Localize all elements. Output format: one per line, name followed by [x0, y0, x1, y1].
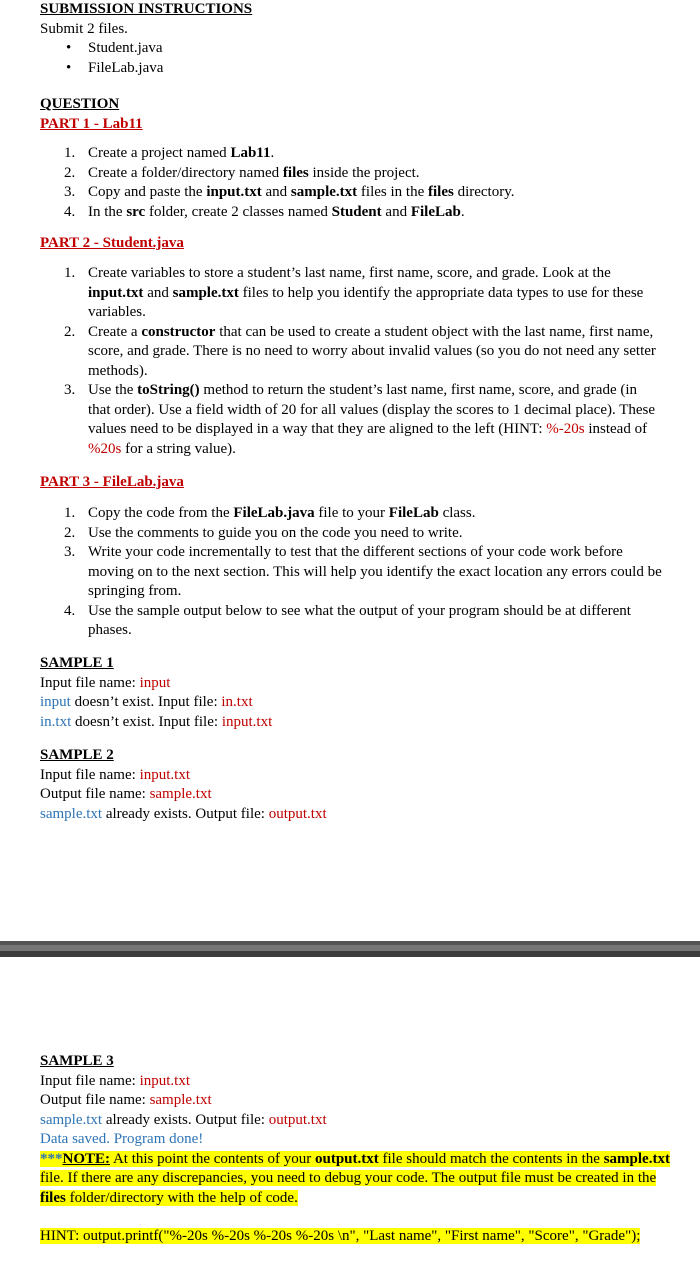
list-item: • FileLab.java	[88, 59, 680, 79]
part3-heading: PART 3 - FileLab.java	[40, 474, 184, 490]
list-item: Create a constructor that can be used to create a student object with the last name, first name, score, and grade. There is no need to worry about invalid values (so you do not need any setter methods).	[88, 323, 656, 379]
sample1-section	[40, 654, 680, 732]
list-item: • Student.java	[88, 39, 680, 59]
part2-heading: PART 2 - Student.java	[40, 235, 184, 251]
sample1-line: in.txt doesn’t exist. Input file: input.txt	[40, 713, 273, 730]
sample3-heading: SAMPLE 3	[40, 1053, 114, 1069]
note-paragraph: ***NOTE: At this point the contents of your output.txt file should match the contents in the sample.txt file. If there are any discrepancies, you need to debug your code. The output file must be created in the files folder/directory with the help of code.	[40, 1150, 670, 1206]
sample3-done-line: Data saved. Program done!	[40, 1131, 204, 1147]
list-item: Create variables to store a student’s last name, first name, score, and grade. Look at the input.txt and sample.txt files to help you identify the appropriate data types to use for these variables.	[88, 265, 644, 320]
part1-steps	[40, 144, 680, 222]
sample3-line: Output file name: sample.txt	[40, 1092, 212, 1108]
list-item: In the src folder, create 2 classes named Student and FileLab.	[88, 203, 465, 220]
sample2-line: sample.txt already exists. Output file: output.txt	[40, 805, 327, 822]
list-item: Use the comments to guide you on the code you need to write.	[88, 524, 463, 541]
sample1-heading: SAMPLE 1	[40, 655, 114, 671]
submission-intro: Submit 2 files.	[40, 20, 128, 37]
part3-steps	[40, 504, 664, 641]
sample2-line: Input file name: input.txt	[40, 766, 190, 783]
submission-heading: SUBMISSION INSTRUCTIONS	[40, 1, 253, 17]
question-section	[40, 95, 680, 134]
part1-heading: PART 1 - Lab11	[40, 115, 143, 132]
sample2-heading: SAMPLE 2	[40, 747, 114, 763]
list-item: Write your code incrementally to test that the different sections of your code work before moving on to the next section. This will help you identify the exact location any errors could be springing from.	[88, 544, 662, 599]
list-item: Use the toString() method to return the student’s last name, first name, score, and grade (in that order). Use a field width of 20 for all values (display the scores to 1 decimal place). These values need to be displayed in a way that they are aligned to the left (HINT: %-20s instead of %20s for a string value).	[88, 382, 656, 457]
sample3-section	[40, 1052, 670, 1247]
sample2-line: Output file name: sample.txt	[40, 786, 212, 802]
hint-paragraph: HINT: output.printf("%-20s %-20s %-20s %-20s \n", "Last name", "First name", "Score", "Grade");	[40, 1228, 641, 1244]
document-page-2	[0, 957, 700, 1288]
list-item: Copy and paste the input.txt and sample.txt files in the files directory.	[88, 184, 515, 200]
list-item: Create a project named Lab11.	[88, 145, 275, 161]
sample3-line: sample.txt already exists. Output file: output.txt	[40, 1111, 327, 1128]
list-item: Create a folder/directory named files inside the project.	[88, 164, 420, 181]
question-heading: QUESTION	[40, 96, 120, 112]
sample2-section	[40, 746, 680, 824]
sample3-line: Input file name: input.txt	[40, 1072, 190, 1089]
part3-section	[40, 473, 680, 493]
part2-steps	[40, 264, 660, 459]
list-item: Use the sample output below to see what the output of your program should be at different phases.	[88, 602, 631, 638]
submission-file-list	[40, 39, 680, 78]
sample1-line: input doesn’t exist. Input file: in.txt	[40, 694, 253, 710]
sample1-line: Input file name: input	[40, 674, 171, 691]
part2-section	[40, 234, 680, 254]
submission-section	[40, 0, 680, 78]
list-item: Copy the code from the FileLab.java file to your FileLab class.	[88, 505, 476, 521]
